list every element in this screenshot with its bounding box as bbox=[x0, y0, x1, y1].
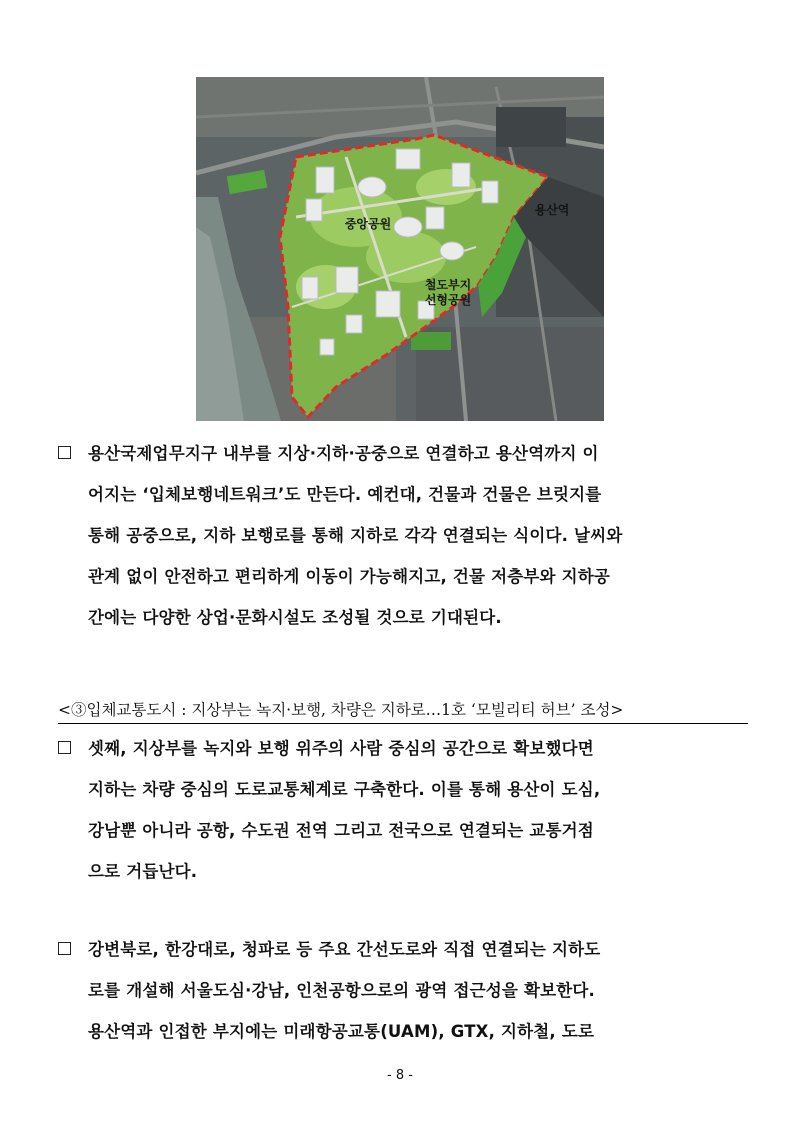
checkbox-bullet bbox=[58, 741, 71, 754]
text-line: 관계 없이 안전하고 편리하게 이동이 가능해지고, 건물 저층부와 지하공 bbox=[88, 567, 611, 586]
text-line: 통해 공중으로, 지하 보행로를 통해 지하로 각각 연결되는 식이다. 날씨와 bbox=[88, 526, 623, 545]
aerial-site-map bbox=[196, 77, 604, 421]
text-line: 어지는 ‘입체보행네트워크’도 만든다. 예컨대, 건물과 건물은 브릿지를 bbox=[88, 485, 602, 504]
paragraph-pedestrian-network bbox=[58, 433, 748, 638]
checkbox-bullet bbox=[58, 942, 71, 955]
text-line: 용산역과 인접한 부지에는 미래항공교통(UAM), GTX, 지하철, 도로 bbox=[88, 1022, 595, 1041]
text-line: 용산국제업무지구 내부를 지상·지하·공중으로 연결하고 용산역까지 이 bbox=[88, 444, 599, 463]
text-line: 간에는 다양한 상업·문화시설도 조성될 것으로 기대된다. bbox=[88, 608, 502, 627]
checkbox-bullet bbox=[58, 446, 71, 459]
paragraph-underground-roads bbox=[58, 929, 748, 1052]
central-park-label: 중앙공원 bbox=[344, 217, 392, 231]
text-line: 강남뿐 아니라 공항, 수도권 전역 그리고 전국으로 연결되는 교통거점 bbox=[88, 821, 594, 840]
text-line: 로를 개설해 서울도심·강남, 인천공항으로의 광역 접근성을 확보한다. bbox=[88, 981, 595, 1000]
page-number: - 8 - bbox=[387, 1068, 413, 1083]
linear-park-label-1: 철도부지 bbox=[424, 278, 472, 292]
paragraph-third-point bbox=[58, 728, 748, 892]
linear-park-label-2: 선형공원 bbox=[424, 293, 472, 307]
text-line: 셋째, 지상부를 녹지와 보행 위주의 사람 중심의 공간으로 확보했다면 bbox=[88, 739, 594, 758]
text-line: 강변북로, 한강대로, 청파로 등 주요 간선도로와 직접 연결되는 지하도 bbox=[88, 940, 601, 959]
yongsan-station-label: 용산역 bbox=[534, 203, 570, 217]
section-heading: <③입체교통도시 : 지상부는 녹지·보행, 차량은 지하로…1호 ‘모빌리티 허브’ 조성> bbox=[58, 697, 748, 724]
text-line: 으로 거듭난다. bbox=[88, 862, 198, 881]
text-line: 지하는 차량 중심의 도로교통체계로 구축한다. 이를 통해 용산이 도심, bbox=[88, 780, 601, 799]
